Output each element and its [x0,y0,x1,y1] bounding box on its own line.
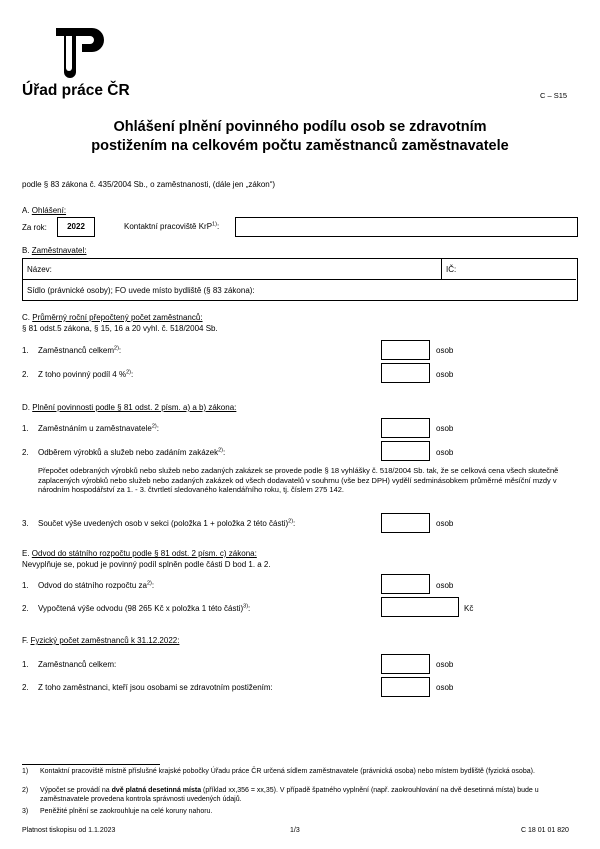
f2-field[interactable] [381,677,430,697]
section-c-heading [22,313,203,323]
employer-row-divider [23,279,576,280]
year-value: 2022 [67,222,85,231]
footnote-1 [22,768,578,777]
section-e-subheading: Nevyplňuje se, pokud je povinný podíl splněn podle části D bod 1. a 2. [22,560,271,569]
d1-unit: osob [436,424,454,433]
title-line-2: postižením na celkovém počtu zaměstnanců zaměstnavatele [91,138,509,154]
c2-footnote-ref: 2) [126,369,131,376]
d2-unit: osob [436,448,454,457]
krp-colon: : [216,222,220,231]
c2-number: 2. [22,370,29,379]
d2-number: 2. [22,448,29,457]
section-b-heading [22,246,87,256]
employer-seat-label: Sídlo (právnické osoby); FO uvede místo bydliště (§ 83 zákona): [27,286,255,295]
f2-unit: osob [436,683,454,692]
employer-ic-label: IČ: [446,265,457,274]
section-letter: A. [22,206,30,215]
org-name: Úřad práce ČR [22,82,130,99]
footnote-separator [22,764,160,765]
d1-field[interactable] [381,418,430,438]
d2-footnote-ref: 2) [218,447,223,454]
section-letter: E. [22,549,30,558]
c1-field[interactable] [381,340,430,360]
f1-field[interactable] [381,654,430,674]
d1-footnote-ref: 2) [151,423,157,430]
employer-name-field[interactable] [55,260,439,277]
footnote-2-pre: Výpočet se provádí na [40,787,112,794]
footnote-1-number: 1) [22,768,29,775]
page-title [40,118,560,156]
section-letter: D. [22,403,30,412]
section-a-heading [22,206,66,216]
footnote-3 [22,808,578,817]
e2-label-text: Vypočtená výše odvodu (98 265 Kč x položka 1 této části) [38,604,244,613]
employer-table [22,258,578,301]
d3-label-text: Součet výše uvedených osob v sekci (položka 1 + položka 2 této části) [38,519,289,528]
d1-label-text: Zaměstnáním u zaměstnavatele [38,424,152,433]
d1-label: Zaměstnáním u zaměstnavatele$^{2)}$: [38,423,159,433]
e1-label-text: Odvod do státního rozpočtu za [38,581,147,590]
e1-label: Odvod do státního rozpočtu $za^{2)}$: [38,580,155,590]
section-c-subheading: § 81 odst.5 zákona, § 15, 16 a 20 vyhl. č. 518/2004 Sb. [22,324,218,333]
f2-label: Z toho zaměstnanci, kteří jsou osobami se zdravotním postižením: [38,683,273,692]
section-f-heading [22,636,179,646]
section-title: Ohlášení: [31,206,67,215]
d3-field[interactable] [381,513,430,533]
section-d-heading [22,403,236,413]
c1-label: Zaměstnanců celkem$^{2)}$: [38,345,122,355]
section-title: Zaměstnavatel: [31,246,87,255]
employer-col-divider [441,259,442,279]
krp-label [124,222,219,232]
footnote-2-bold: dvě platná desetinná místa [111,787,202,794]
e1-footnote-ref: 2) [146,580,152,587]
c1-number: 1. [22,346,29,355]
e1-number: 1. [22,581,29,590]
section-title: Průměrný roční přepočtený počet zaměstnanců: [32,313,203,322]
e2-label: Vypočtená výše odvodu (98 265 Kč x položka 1 této části)$^{3)}$: [38,603,251,613]
c1-footnote-ref: 2) [114,345,119,352]
c2-label-text: Z toho povinný podíl 4 % [38,370,127,379]
footnote-2 [22,787,578,804]
e2-number: 2. [22,604,29,613]
footnote-2-post: (příklad xx,356 = xx,35). V případě špatného vyplnění (např. zaokrouhlování na dvě desetinná místa) bude u zaměstnavatele provedena kontrola správnosti uvedených údajů. [40,787,539,803]
d3-unit: osob [436,519,454,528]
e1-unit: osob [436,581,454,590]
year-field[interactable] [57,217,95,237]
e2-field[interactable] [381,597,459,617]
footnote-1-text: Kontaktní pracoviště místně příslušné krajské pobočky Úřadu práce ČR určená sídlem zaměstnavatele (právnická osoba) nebo místem bydliště (fyzická osoba). [40,768,535,775]
e1-field[interactable] [381,574,430,594]
d1-number: 1. [22,424,29,433]
c1-label-text: Zaměstnanců celkem [38,346,115,355]
year-label: Za rok: [22,223,47,232]
d2-label: Odběrem výrobků a služeb nebo zadáním zakázek$^{2)}$: [38,447,226,457]
section-letter: B. [22,246,30,255]
d3-footnote-ref: 2) [288,518,294,525]
d3-label: Součet výše uvedených osob v sekci (položka 1 + položka 2 této části)$^{2)}$: [38,518,296,528]
footer-page: 1/3 [290,827,300,834]
f1-unit: osob [436,660,454,669]
section-letter: C. [22,313,30,322]
e2-unit: Kč [464,604,474,613]
form-code: C – S15 [540,91,568,100]
footnote-3-number: 3) [22,808,29,815]
intro-text: podle § 83 zákona č. 435/2004 Sb., o zaměstnanosti, (dále jen „zákon“) [22,180,276,189]
f2-number: 2. [22,683,29,692]
c2-label: Z toho povinný podíl 4 %$^{2)}$: [38,369,134,379]
section-title: Odvod do státního rozpočtu podle § 81 odst. 2 písm. c) zákona: [31,549,257,558]
footnote-3-text: Peněžité plnění se zaokrouhluje na celé koruny nahoru. [40,808,213,815]
up-logo-icon [52,24,104,78]
krp-label-text: Kontaktní pracoviště KrP [124,222,213,231]
c1-unit: osob [436,346,454,355]
footnote-2-number: 2) [22,787,29,794]
employer-ic-field[interactable] [459,260,573,277]
c2-unit: osob [436,370,454,379]
employer-name-label: Název: [27,265,52,274]
section-title: Fyzický počet zaměstnanců k 31.12.2022: [30,636,180,645]
e2-footnote-ref: 3) [243,603,249,610]
title-line-1: Ohlášení plnění povinného podílu osob se zdravotním [113,119,487,135]
c2-field[interactable] [381,363,430,383]
footer-validity: Platnost tiskopisu od 1.1.2023 [22,827,116,834]
f1-number: 1. [22,660,29,669]
section-e-heading [22,549,257,559]
section-letter: F. [22,636,29,645]
section-title: Plnění povinnosti podle § 81 odst. 2 písm. a) a b) zákona: [32,403,237,412]
d-note: Přepočet odebraných výrobků nebo služeb nebo zadaných zakázek se provede podle § 18 vyhlášky č. 518/2004 Sb. tak, že se celková cena všech skutečně zaplacených výrobků nebo služeb nebo zadaných zakázek od všech dodavatelů v souhrnu (vše bez DPH) vydělí sedminásobkem průměrné měsíční mzdy v národním hospodářství za 1. - 3. čtvrtletí sledovaného kalendářního roku, tj. číslem 275 142. [38,466,559,494]
footnote-2-text [40,787,578,804]
employer-seat-field[interactable] [291,281,573,298]
d3-number: 3. [22,519,29,528]
krp-footnote-ref: 1) [212,221,217,228]
d2-field[interactable] [381,441,430,461]
footer-code: C 18 01 01 820 [521,827,569,834]
f1-label: Zaměstnanců celkem: [38,660,117,669]
d2-label-text: Odběrem výrobků a služeb nebo zadáním zakázek [38,448,219,457]
krp-field[interactable] [235,217,578,237]
